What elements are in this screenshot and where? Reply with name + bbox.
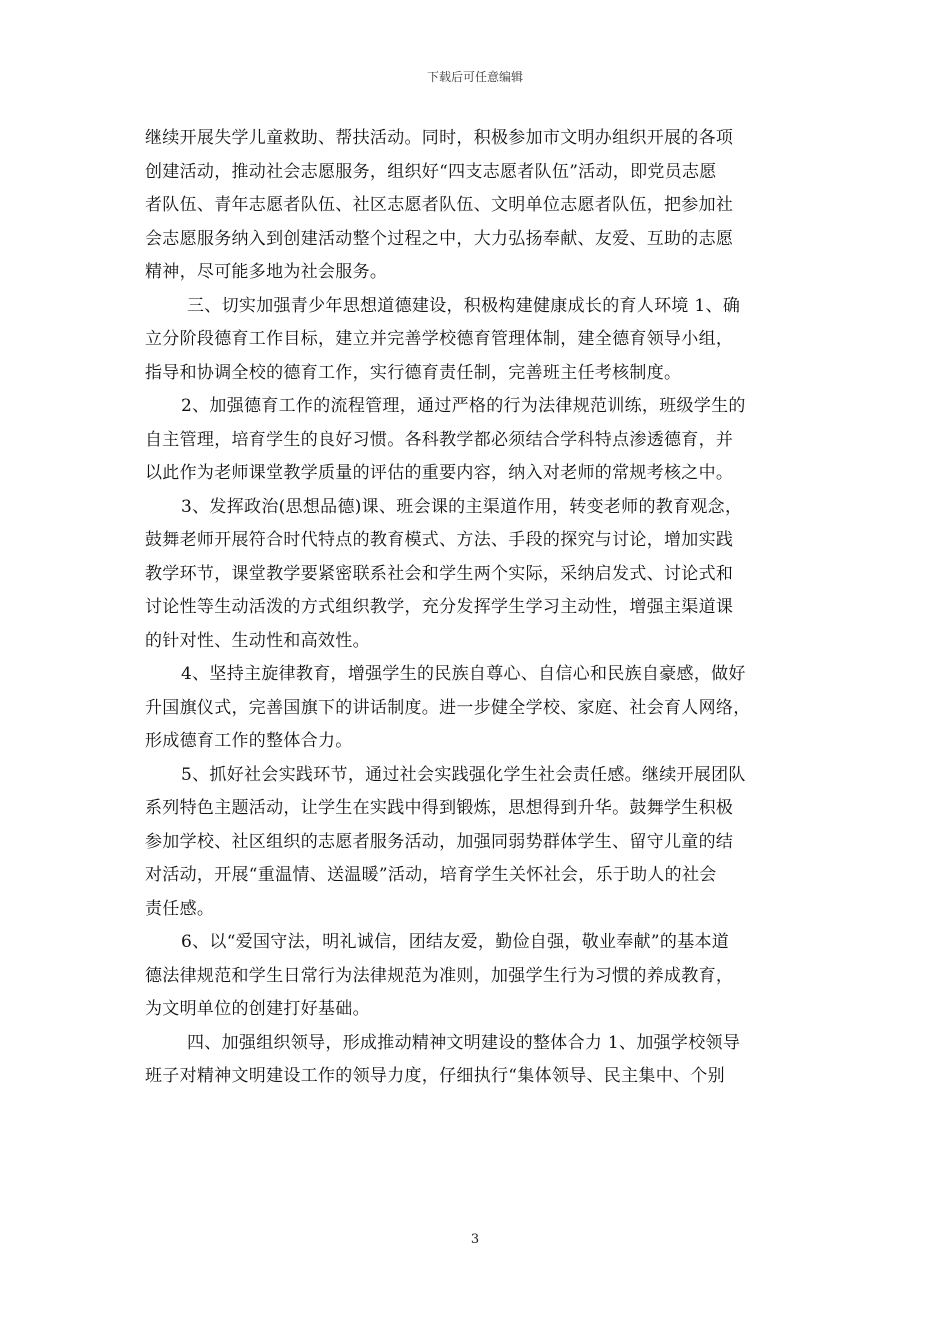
text-line: 精神，尽可能多地为社会服务。 [145,262,388,282]
text-line: 的针对性、生动性和高效性。 [145,630,370,651]
text-line: 责任感。 [145,898,215,919]
text-line: 讨论性等生动活泼的方式组织教学，充分发挥学生学习主动性，增强主渠道课 [145,597,734,617]
paragraph-section-3 [145,290,805,391]
text-line: 升国旗仪式，完善国旗下的讲话制度。进一步健全学校、家庭、社会育人网络， [145,697,751,718]
text-line: 指导和协调全校的德育工作，实行德育责任制，完善班主任考核制度。 [145,362,682,383]
text-line: 参加学校、社区组织的志愿者服务活动，加强同弱势群体学生、留守儿童的结 [145,831,734,852]
document-body [145,122,805,1094]
text-line: 4、坚持主旋律教育，增强学生的民族自尊心、自信心和民族自豪感，做好 [181,664,746,684]
text-line: 四、加强组织领导，形成推动精神文明建设的整体合力 1、加强学校领导 [187,1032,741,1053]
text-line: 以此作为老师课堂教学质量的评估的重要内容，纳入对老师的常规考核之中。 [145,463,734,483]
text-line: 5、抓好社会实践环节，通过社会实践强化学生社会责任感。继续开展团队 [181,764,746,785]
text-line: 创建活动，推动社会志愿服务，组织好“四支志愿者队伍”活动，即党员志愿 [145,161,717,182]
text-line: 教学环节，课堂教学要紧密联系社会和学生两个实际，采纳启发式、讨论式和 [145,563,734,584]
page-header: 下载后可任意编辑 [426,70,523,84]
paragraph-1 [145,122,805,290]
text-line: 对活动，开展“重温情、送温暖”活动，培育学生关怀社会，乐于助人的社会 [145,865,717,885]
text-line: 自主管理，培育学生的良好习惯。各科教学都必须结合学科特点渗透德育，并 [145,429,734,450]
text-line: 德法律规范和学生日常行为法律规范为准则，加强学生行为习惯的养成教育， [145,965,734,986]
text-line: 3、发挥政治(思想品德)课、班会课的主渠道作用，转变老师的教育观念， [181,496,743,517]
text-line: 为文明单位的创建打好基础。 [145,999,370,1019]
text-line: 三、切实加强青少年思想道德建设，积极构建健康成长的育人环境 1、确 [187,295,741,316]
text-line: 鼓舞老师开展符合时代特点的教育模式、方法、手段的探究与讨论，增加实践 [145,530,734,550]
text-line: 2、加强德育工作的流程管理，通过严格的行为法律规范训练，班级学生的 [181,396,746,416]
page-number: 3 [470,1232,480,1247]
paragraph-section-4 [145,1027,805,1094]
text-line: 系列特色主题活动，让学生在实践中得到锻炼，思想得到升华。鼓舞学生积极 [145,798,734,818]
text-line: 形成德育工作的整体合力。 [145,731,353,751]
paragraph-item-2 [145,390,805,491]
paragraph-item-3 [145,491,805,659]
paragraph-item-5 [145,759,805,927]
text-line: 6、以“爱国守法，明礼诚信，团结友爱，勤俭自强，敬业奉献”的基本道 [181,932,730,952]
text-line: 立分阶段德育工作目标，建立并完善学校德育管理体制，建全德育领导小组， [145,329,734,349]
text-line: 者队伍、青年志愿者队伍、社区志愿者队伍、文明单位志愿者队伍，把参加社 [145,195,734,215]
text-line: 班子对精神文明建设工作的领导力度，仔细执行“集体领导、民主集中、个别 [145,1066,725,1086]
paragraph-item-4 [145,658,805,759]
text-line: 继续开展失学儿童救助、帮扶活动。同时，积极参加市文明办组织开展的各项 [145,128,734,148]
paragraph-item-6 [145,926,805,1027]
text-line: 会志愿服务纳入到创建活动整个过程之中，大力弘扬奉献、友爱、互助的志愿 [145,228,734,249]
